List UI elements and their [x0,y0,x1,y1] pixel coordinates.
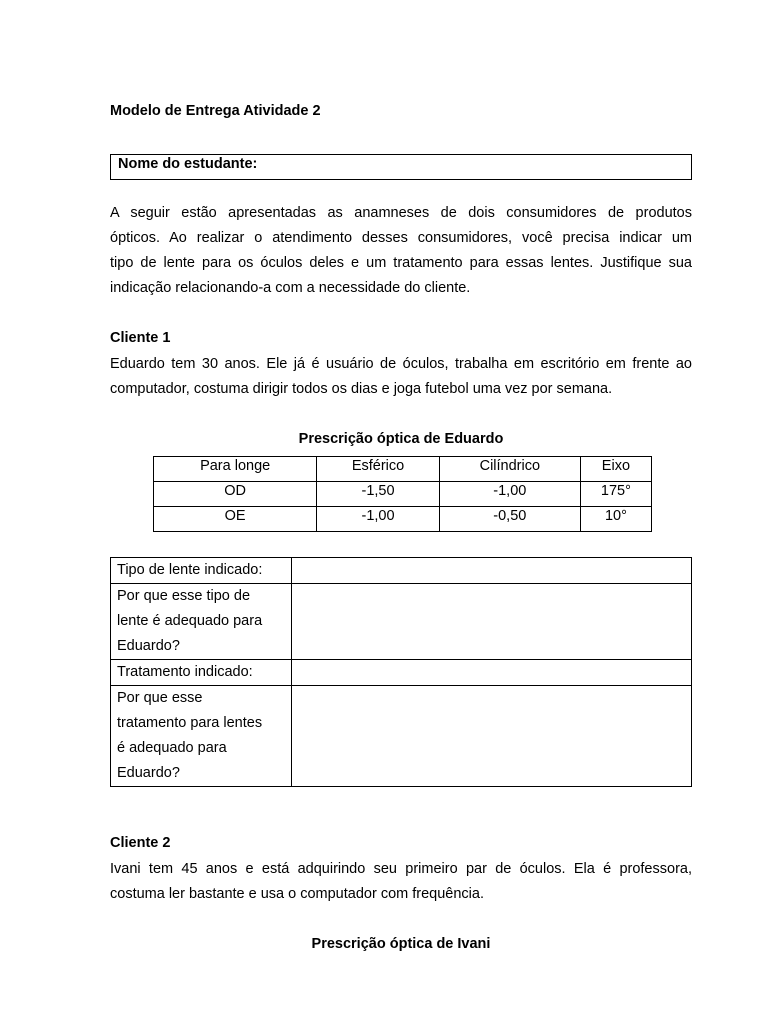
prescription-header-row [154,457,652,482]
lens-why-label [111,584,292,660]
client2-heading: Cliente 2 [110,835,171,851]
intro-line: A seguir estão apresentadas as anamneses de dois consumidores de produtos [110,205,692,221]
document-title: Modelo de Entrega Atividade 2 [110,103,321,119]
treatment-why-label [111,686,292,787]
header-cell: Cilíndrico [439,457,580,482]
client1-heading: Cliente 1 [110,330,171,346]
header-cell: Esférico [317,457,440,482]
label-line: Por que esse [117,690,203,706]
label-line: Eduardo? [117,765,180,781]
table-cell: -1,00 [317,507,440,532]
treatment-answer-field[interactable] [292,660,692,686]
lens-why-answer-field[interactable] [292,584,692,660]
table-cell: 175° [580,482,651,507]
intro-line: tipo de lente para os óculos deles e um tratamento para essas lentes. Justifique sua [110,255,692,271]
intro-line: indicação relacionando-a com a necessidade do cliente. [110,280,471,296]
table-cell: -0,50 [439,507,580,532]
table-cell: -1,00 [439,482,580,507]
client1-prescription-table [153,456,652,532]
lens-why-row [111,584,692,660]
label-line: lente é adequado para [117,613,263,629]
header-cell: Eixo [580,457,651,482]
treatment-label: Tratamento indicado: [111,660,292,686]
table-cell: -1,50 [317,482,440,507]
label-line: Por que esse tipo de [117,588,251,604]
table-cell: 10° [580,507,651,532]
lens-type-answer-field[interactable] [292,558,692,584]
header-cell: Para longe [154,457,317,482]
client1-description [110,352,692,402]
student-name-field[interactable] [110,154,692,180]
prescription-row-oe [154,507,652,532]
client1-prescription-title: Prescrição óptica de Eduardo [298,431,504,447]
client2-line: costuma ler bastante e usa o computador com frequência. [110,886,484,902]
lens-type-label: Tipo de lente indicado: [111,558,292,584]
client1-line: Eduardo tem 30 anos. Ele já é usuário de óculos, trabalha em escritório em frente ao [110,356,692,372]
label-line: Eduardo? [117,638,180,654]
lens-type-row [111,558,692,584]
intro-line: ópticos. Ao realizar o atendimento desses consumidores, você precisa indicar um [110,230,692,246]
treatment-why-row [111,686,692,787]
client1-line: computador, costuma dirigir todos os dias e joga futebol uma vez por semana. [110,381,613,397]
table-cell: OE [154,507,317,532]
treatment-why-answer-field[interactable] [292,686,692,787]
prescription-row-od [154,482,652,507]
client2-description [110,857,692,907]
intro-paragraph [110,201,692,301]
student-name-label: Nome do estudante: [118,156,258,172]
label-line: é adequado para [117,740,227,756]
label-line: tratamento para lentes [117,715,263,731]
client2-prescription-title: Prescrição óptica de Ivani [311,936,491,952]
table-cell: OD [154,482,317,507]
client1-answer-table [110,557,692,787]
treatment-row [111,660,692,686]
client2-line: Ivani tem 45 anos e está adquirindo seu primeiro par de óculos. Ela é professora, [110,861,692,877]
